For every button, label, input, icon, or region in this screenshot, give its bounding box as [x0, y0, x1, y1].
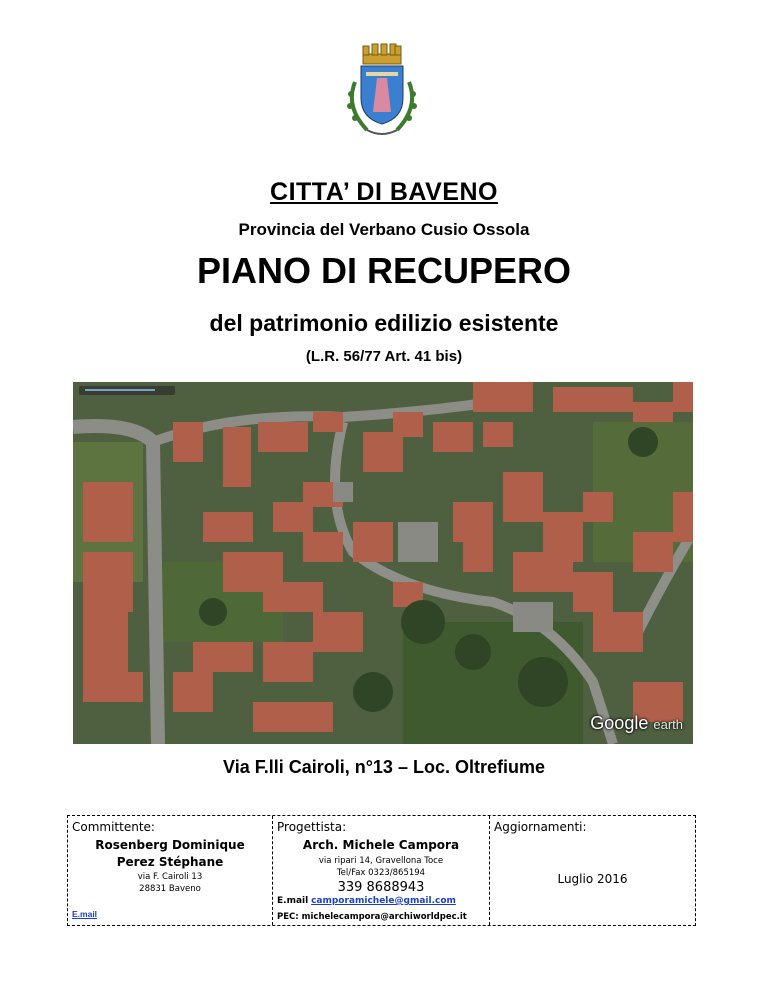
- designer-email-link[interactable]: camporamichele@gmail.com: [311, 896, 456, 906]
- coat-of-arms-icon: [337, 42, 427, 140]
- designer-pec: PEC: michelecampora@archiworldpec.it: [277, 912, 467, 922]
- updates-header: Aggiornamenti:: [494, 820, 587, 834]
- client-city: 28831 Baveno: [139, 884, 201, 894]
- designer-email: [277, 896, 456, 906]
- designer-street: via ripari 14, Gravellona Toce: [318, 856, 444, 866]
- plan-subtitle: del patrimonio edilizio esistente: [209, 310, 559, 336]
- city-title: CITTA’ DI BAVENO: [270, 178, 498, 206]
- client-name-1: Rosenberg Dominique: [95, 838, 245, 852]
- google-earth-watermark: Google earth: [590, 713, 683, 733]
- update-date: Luglio 2016: [557, 872, 628, 886]
- designer-telfax: Tel/Fax 0323/865194: [336, 868, 426, 878]
- designer-email-label: E.mail: [277, 896, 309, 906]
- client-column: [68, 816, 273, 925]
- province-name: Provincia del Verbano Cusio Ossola: [238, 220, 530, 239]
- designer-name: Arch. Michele Campora: [302, 838, 460, 852]
- aerial-satellite-image: [73, 382, 693, 744]
- client-header: Committente:: [72, 820, 155, 834]
- client-email-label[interactable]: E.mail: [72, 909, 98, 919]
- designer-column: [273, 816, 490, 925]
- designer-phone: 339 8688943: [337, 880, 425, 895]
- client-name-2: Perez Stéphane: [116, 855, 224, 869]
- designer-header: Progettista:: [277, 820, 347, 834]
- law-reference: (L.R. 56/77 Art. 41 bis): [305, 348, 463, 365]
- client-street: via F. Cairoli 13: [137, 872, 203, 882]
- info-box: [67, 815, 696, 926]
- project-address: Via F.lli Cairoli, n°13 – Loc. Oltrefiume: [223, 757, 545, 777]
- plan-title: PIANO DI RECUPERO: [196, 250, 572, 291]
- updates-column: [490, 816, 695, 925]
- map-toolbar: [79, 386, 175, 395]
